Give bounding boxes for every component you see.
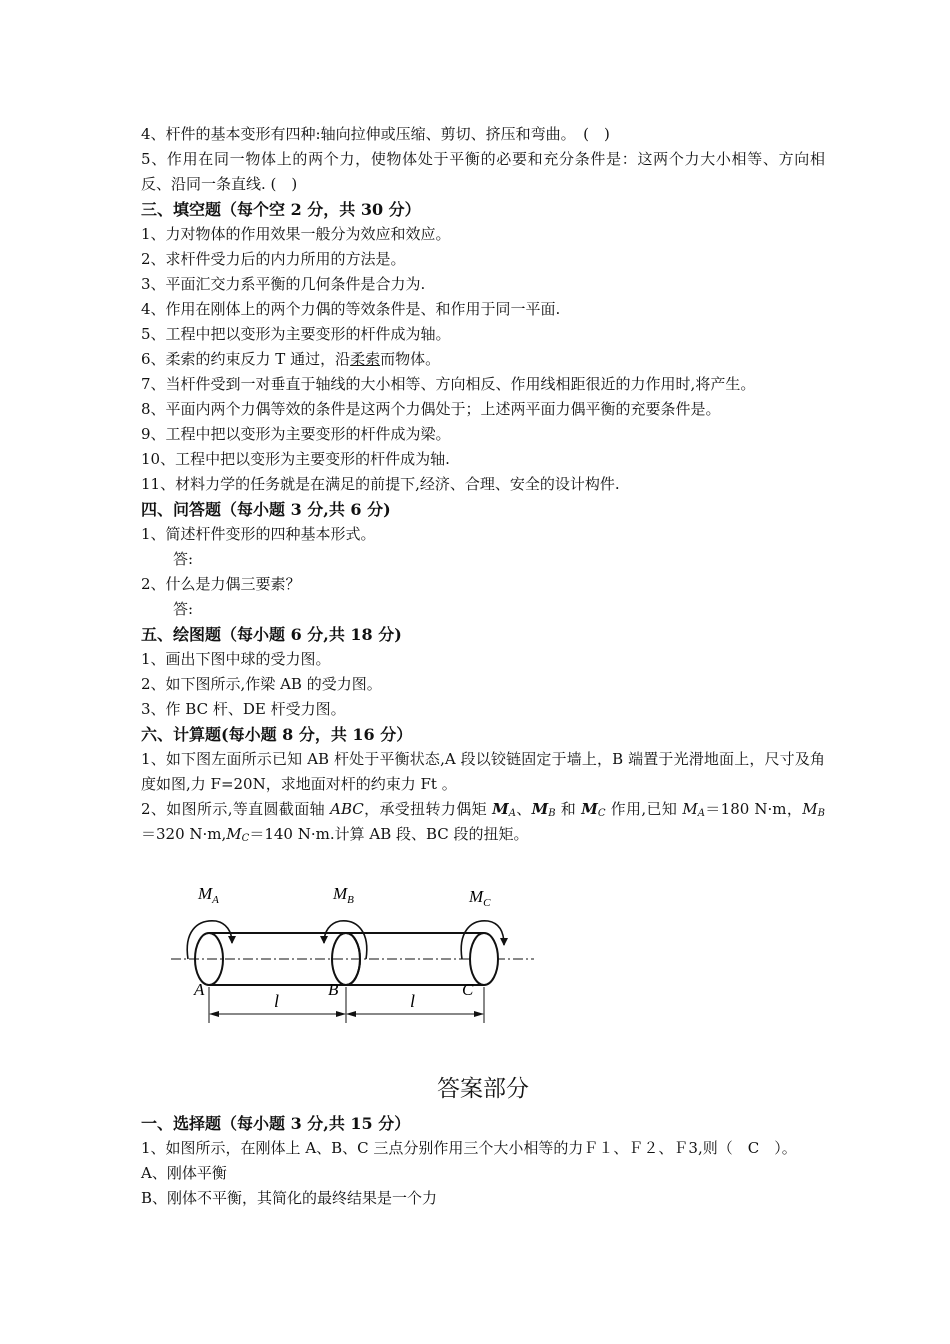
label-c: C — [462, 980, 474, 999]
label-l1: l — [274, 991, 280, 1011]
qa-answer-1: 答: — [173, 550, 194, 568]
calc-q2-text-e: ＝320 N·m, — [141, 825, 227, 843]
calc-q2-mc2-sub: C — [241, 833, 250, 844]
section-c-ellipse — [470, 933, 498, 985]
label-ma: $M_A$ — [198, 884, 219, 906]
calc-q2-text-b: ，承受扭转力偶矩 — [363, 800, 493, 818]
answers-option-b: B、刚体不平衡，其简化的最终结果是一个力 — [141, 1189, 438, 1207]
fill-question-2: 2、求杆件受力后的内力所用的方法是。 — [141, 250, 406, 268]
calc-q2-mb2-sub: B — [817, 808, 825, 819]
calc-q2-mb2-symbol: M — [802, 800, 818, 818]
calc-q2-sep: 、 — [515, 800, 532, 818]
label-mc: $M_C$ — [469, 887, 491, 909]
moment-a-arrow — [187, 921, 232, 959]
answers-option-a: A、刚体平衡 — [141, 1164, 227, 1182]
fill-question-8: 8、平面内两个力偶等效的条件是这两个力偶处于；上述两平面力偶平衡的充要条件是。 — [141, 400, 721, 418]
section-3-title: 三、填空题（每个空 2 分，共 30 分） — [141, 200, 421, 219]
calc-q2-ma-sub: A — [508, 808, 516, 819]
label-a: A — [194, 980, 205, 999]
section-5-title: 五、绘图题（每小题 6 分,共 18 分) — [141, 625, 402, 644]
draw-question-2: 2、如下图所示,作梁 AB 的受力图。 — [141, 675, 382, 693]
shaft-torsion-figure — [141, 847, 825, 1057]
calc-q2-ma2-symbol: M — [682, 800, 698, 818]
fill-question-4: 4、作用在刚体上的两个力偶的等效条件是、和作用于同一平面. — [141, 300, 561, 318]
label-l2: l — [410, 991, 416, 1011]
calc-q2-and: 和 — [555, 800, 582, 818]
fill-question-1: 1、力对物体的作用效果一般分为效应和效应。 — [141, 225, 451, 243]
calc-q2-text-a: 2、如图所示,等直圆截面轴 — [141, 800, 331, 818]
calc-q2-mc-sub: C — [597, 808, 606, 819]
qa-question-1: 1、简述杆件变形的四种基本形式。 — [141, 525, 376, 543]
calc-q2-text-f: ＝140 N·m.计算 AB 段、BC 段的扭矩。 — [249, 825, 529, 843]
draw-question-3: 3、作 BC 杆、DE 杆受力图。 — [141, 700, 346, 718]
shaft-diagram — [166, 847, 546, 1047]
section-4-title: 四、问答题（每小题 3 分,共 6 分) — [141, 500, 391, 519]
draw-question-1: 1、画出下图中球的受力图。 — [141, 650, 331, 668]
answers-question-1: 1、如图所示，在刚体上 A、B、C 三点分别作用三个大小相等的力Ｆ１、Ｆ２、Ｆ3,则（ C ）。 — [141, 1139, 797, 1157]
label-b: B — [328, 980, 339, 999]
qa-answer-2: 答: — [173, 600, 194, 618]
fill-question-6-post: 而物体。 — [380, 350, 441, 368]
fill-question-7: 7、当杆件受到一对垂直于轴线的大小相等、方向相反、作用线相距很近的力作用时,将产生。 — [141, 375, 756, 393]
qa-question-2: 2、什么是力偶三要素？ — [141, 575, 301, 593]
calc-q2-text-d: ＝180 N·m， — [704, 800, 803, 818]
fill-question-11: 11、材料力学的任务就是在满足的前提下,经济、合理、安全的设计构件. — [141, 475, 620, 493]
answers-title: 答案部分 — [437, 1076, 529, 1102]
document-page — [141, 122, 825, 1211]
tf-question-4: 4、杆件的基本变形有四种:轴向拉伸或压缩、剪切、挤压和弯曲。 ( ) — [141, 125, 610, 143]
calc-q2-ma2-sub: A — [697, 808, 705, 819]
fill-question-6-pre: 6、柔索的约束反力 T 通过，沿 — [141, 350, 351, 368]
calc-q2-ma-symbol: M — [492, 800, 509, 818]
calc-q2-abc: ABC — [330, 800, 364, 818]
label-mb: $M_B$ — [333, 884, 354, 906]
tf-question-5: 5、作用在同一物体上的两个力，使物体处于平衡的必要和充分条件是：这两个力大小相等、方向相反、沿同一条直线. ( ) — [141, 150, 825, 193]
calc-question-1: 1、如下图左面所示已知 AB 杆处于平衡状态,A 段以铰链固定于墙上，B 端置于光滑地面上，尺寸及角度如图,力 F=20N，求地面对杆的约束力 Ft 。 — [141, 750, 825, 793]
fill-question-9: 9、工程中把以变形为主要变形的杆件成为梁。 — [141, 425, 451, 443]
fill-question-5: 5、工程中把以变形为主要变形的杆件成为轴。 — [141, 325, 451, 343]
fill-question-3: 3、平面汇交力系平衡的几何条件是合力为. — [141, 275, 426, 293]
calc-q2-mb-symbol: M — [531, 800, 549, 818]
calc-q2-mc-symbol: M — [581, 800, 598, 818]
calc-q2-mc2-symbol: M — [226, 825, 242, 843]
calc-q2-mb-sub: B — [548, 808, 556, 819]
fill-question-10: 10、工程中把以变形为主要变形的杆件成为轴. — [141, 450, 450, 468]
fill-question-6-underlined: 柔索 — [350, 350, 381, 368]
calc-question-2 — [141, 797, 825, 847]
calc-q2-text-c: 作用,已知 — [605, 800, 683, 818]
answers-section-1-title: 一、选择题（每小题 3 分,共 15 分） — [141, 1114, 411, 1133]
fill-question-6 — [141, 347, 825, 372]
section-6-title: 六、计算题(每小题 8 分，共 16 分） — [141, 725, 413, 744]
